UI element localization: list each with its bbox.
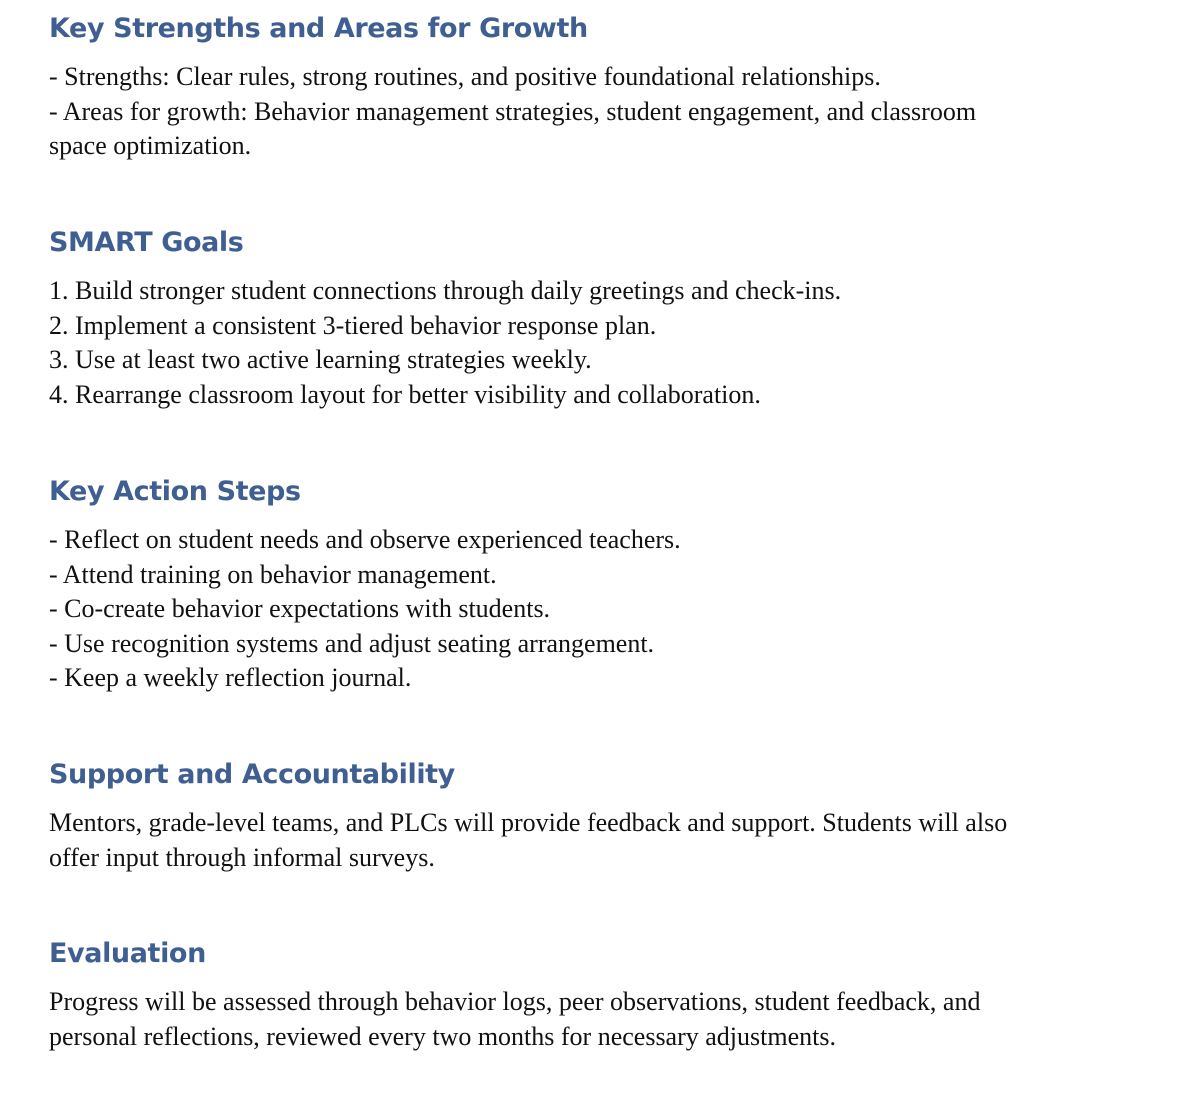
body-line: offer input through informal surveys. xyxy=(49,842,435,872)
section-heading: SMART Goals xyxy=(49,227,244,258)
section-body xyxy=(49,985,1149,1054)
body-line: - Use recognition systems and adjust seating arrangement. xyxy=(49,628,655,658)
section-key-action-steps xyxy=(49,475,1149,696)
body-line: - Co-create behavior expectations with students. xyxy=(49,594,551,623)
section-heading: Evaluation xyxy=(49,938,206,969)
body-line: 2. Implement a consistent 3-tiered behavior response plan. xyxy=(49,310,657,340)
section-evaluation xyxy=(49,937,1149,1054)
body-line: - Attend training on behavior management. xyxy=(49,559,497,589)
section-heading: Support and Accountability xyxy=(49,759,455,790)
section-heading: Key Action Steps xyxy=(49,476,301,507)
body-line: personal reflections, reviewed every two months for necessary adjustments. xyxy=(49,1021,836,1051)
section-body xyxy=(49,60,1149,164)
body-line: space optimization. xyxy=(49,131,252,160)
section-body xyxy=(49,274,1149,412)
body-line: - Areas for growth: Behavior management strategies, student engagement, and classroom xyxy=(49,96,977,126)
section-strengths-growth xyxy=(49,12,1149,164)
body-line: 1. Build stronger student connections through daily greetings and check-ins. xyxy=(49,276,842,305)
body-line: 4. Rearrange classroom layout for better visibility and collaboration. xyxy=(49,379,761,409)
section-smart-goals xyxy=(49,226,1149,412)
body-line: Progress will be assessed through behavior logs, peer observations, student feedback, and xyxy=(49,987,981,1016)
body-line: - Keep a weekly reflection journal. xyxy=(49,663,412,692)
section-heading: Key Strengths and Areas for Growth xyxy=(49,13,588,44)
body-line: - Strengths: Clear rules, strong routines, and positive foundational relationships. xyxy=(49,62,881,91)
section-body xyxy=(49,523,1149,696)
body-line: 3. Use at least two active learning strategies weekly. xyxy=(49,345,592,374)
section-body xyxy=(49,806,1149,875)
section-support-accountability xyxy=(49,758,1149,875)
body-line: - Reflect on student needs and observe experienced teachers. xyxy=(49,525,681,554)
body-line: Mentors, grade-level teams, and PLCs will provide feedback and support. Students will also xyxy=(49,808,1008,837)
